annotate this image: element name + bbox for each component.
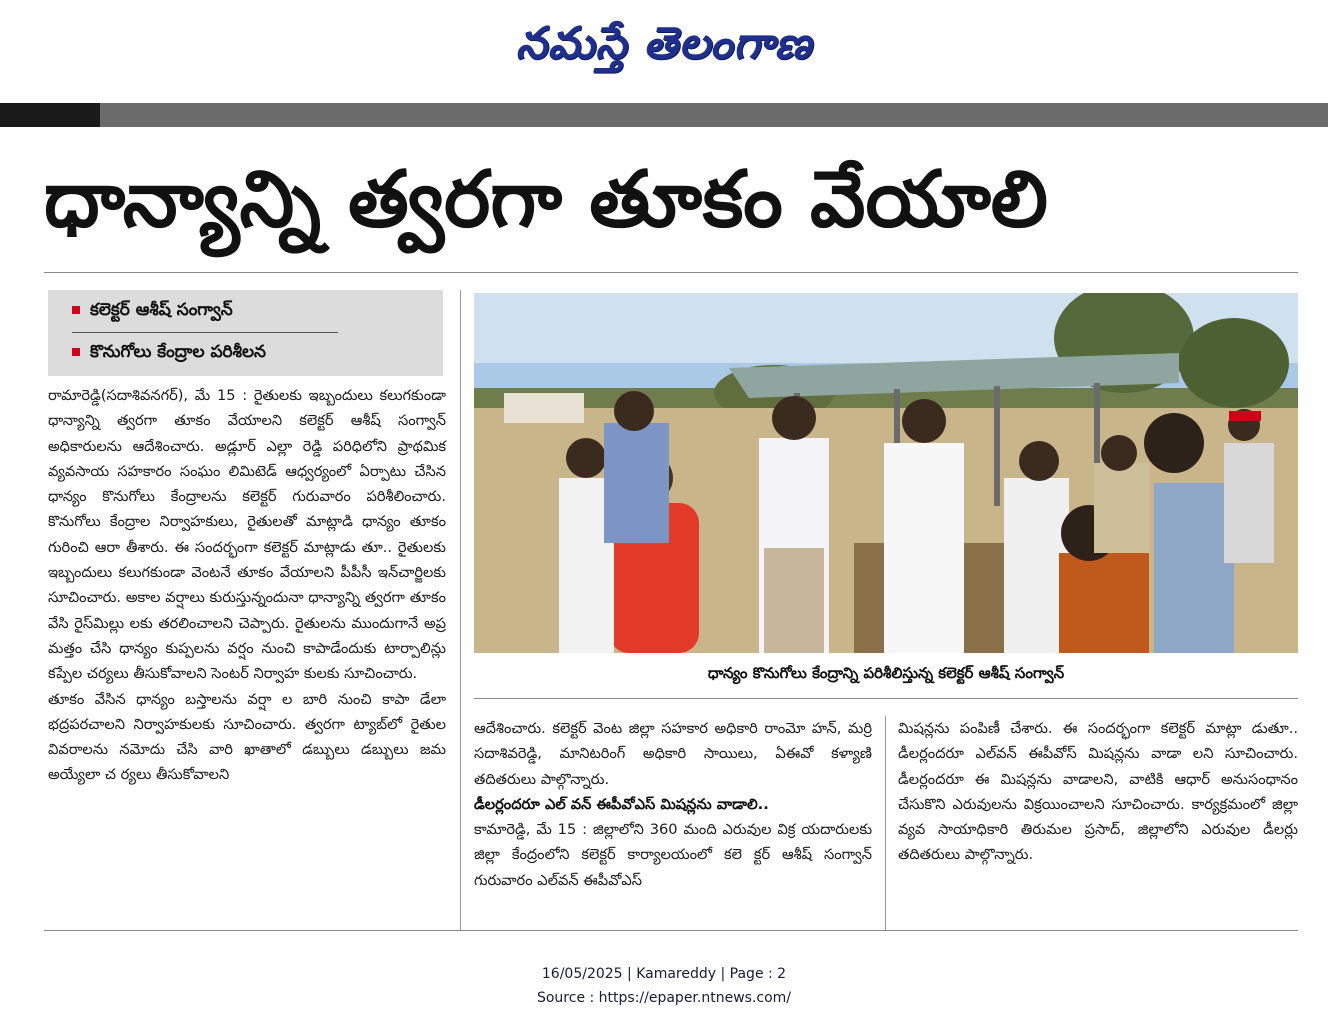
header-bar-grey (100, 103, 1328, 127)
building (504, 393, 584, 423)
column-divider (885, 716, 886, 930)
subheading-box (48, 290, 443, 376)
source-link[interactable]: Source : https://epaper.ntnews.com/ (536, 990, 792, 1006)
divider (44, 930, 1298, 931)
article-column-2 (474, 716, 872, 893)
subheading-item (72, 300, 233, 324)
article-column-3 (898, 716, 1298, 868)
photo-illustration (474, 293, 1298, 653)
article-paragraph: మిషన్లను పంపిణీ చేశారు. ఈ సందర్భంగా కలెక్టర్ మాట్లా డుతూ.. డీలర్లందరూ ఎల్‌వన్ ఈపీవోస్ మిషన్లను వాడా లని సూచించారు. డీలర్లందరూ ఈ మిషన్లను వాడాలని, వాటికి ఆధార్ అనుసంధానం చేసుకొని ఎరువులను విక్రయించాలని సూచించారు. కార్యక్రమంలో జిల్లా వ్యవ సాయాధికారి తిరుమల ప్రసాద్, జిల్లాలోని ఎరువుల డీలర్లు తదితరులు పాల్గొన్నారు. (898, 720, 1298, 864)
photo-caption: ధాన్యం కొనుగోలు కేంద్రాన్ని పరిశీలిస్తున్న కలెక్టర్ ఆశీష్ సంగ్వాన్ (707, 664, 1065, 682)
article-paragraph: తూకం వేసిన ధాన్యం బస్తాలను వర్షా ల బారి నుంచి కాపా డేలా భద్రపరచాలని నిర్వాహకులకు సూచించారు. త్వరగా ట్యాబ్‌లో రైతుల వివరాలను నమోదు చేసి వారి ఖాతాలో డబ్బులు డబ్బులు జమ అయ్యేలా చ ర్యలు తీసుకోవాలని (48, 690, 446, 784)
divider (474, 698, 1298, 699)
shed-pillar (994, 386, 1000, 506)
article-photo (474, 293, 1298, 653)
article-column-1 (48, 383, 446, 788)
subheading-text: కలెక్టర్ ఆశీష్ సంగ్వాన్ (90, 300, 233, 320)
column-divider (460, 290, 461, 930)
article-paragraph: ఆదేశించారు. కలెక్టర్ వెంట జిల్లా సహకార అధికారి రాంమో హన్, మర్రి సదాశివరెడ్డి, మానిటరింగ్ అధికారి సాయిలు, ఏఈవో కళ్యాణి తదితరులు పాల్గొన్నారు. (474, 720, 872, 788)
edition-info: 16/05/2025 | Kamareddy | Page : 2 (541, 966, 787, 982)
article-paragraph: రామారెడ్డి(సదాశివనగర్), మే 15 : రైతులకు ఇబ్బందులు కలుగకుండా ధాన్యాన్ని త్వరగా తూకం వేయాలని కలెక్టర్ ఆశీష్ సంగ్వాన్ అధికారులను ఆదేశించారు. అడ్లూర్ ఎల్లా రెడ్డి పరిధిలోని ప్రాథమిక వ్యవసాయ సహకారం సంఘం లిమిటెడ్ ఆధ్వర్యంలో ఏర్పాటు చేసిన ధాన్యం కొనుగోలు కేంద్రాలను కలెక్టర్ గురువారం పరిశీలించారు. కొనుగోలు కేంద్రాల నిర్వాహకులు, రైతులతో మాట్లాడి ధాన్యం తూకం గురించి ఆరా తీశారు. ఈ సందర్భంగా కలెక్టర్ మాట్లాడు తూ.. రైతులకు ఇబ్బందులు కలుగకుండా వెంటనే తూకం వేయాలని పీపీసీ ఇన్‌చార్జిలకు సూచించారు. అకాల వర్షాలు కురుస్తున్నందునా ధాన్యాన్ని త్వరగా తూకం వేసి రైస్‌మిల్లు లకు తరలించాలని చెప్పారు. రైతులను ముందుగానే అప్ర మత్తం చేసి ధాన్యం కుప్పలను వర్షం నుంచి కాపాడేందుకు టార్పాలిన్లు కప్పేల చర్యలు తీసుకోవాలని సెంటర్ నిర్వాహ కులకు సూచించారు. (48, 387, 446, 683)
article-headline: ధాన్యాన్ని త్వరగా తూకం వేయాలి (44, 155, 1048, 245)
article-paragraph: కామారెడ్డి, మే 15 : జిల్లాలోని 360 మంది ఎరువుల విక్ర యదారులకు జిల్లా కేంద్రంలోని కలెక్టర్ కార్యాలయంలో కలె క్టర్ ఆశీష్ సంగ్వాన్ గురువారం ఎల్‌వన్ ఈపీవోఎస్ (474, 821, 872, 889)
subheading-item (72, 342, 266, 366)
bullet-icon (72, 306, 80, 314)
newspaper-masthead: నమస్తే తెలంగాణ (515, 18, 813, 69)
section-subheading: డీలర్లందరూ ఎల్ వన్ ఈపీవోఎస్ మిషన్లను వాడాలి.. (474, 795, 769, 813)
tree (1179, 318, 1289, 408)
bullet-icon (72, 348, 80, 356)
subheading-text: కొనుగోలు కేంద్రాల పరిశీలన (90, 342, 266, 362)
page-footer (0, 962, 1328, 1010)
subheading-divider (72, 332, 338, 333)
divider (44, 272, 1298, 273)
header-bar-dark (0, 103, 100, 127)
